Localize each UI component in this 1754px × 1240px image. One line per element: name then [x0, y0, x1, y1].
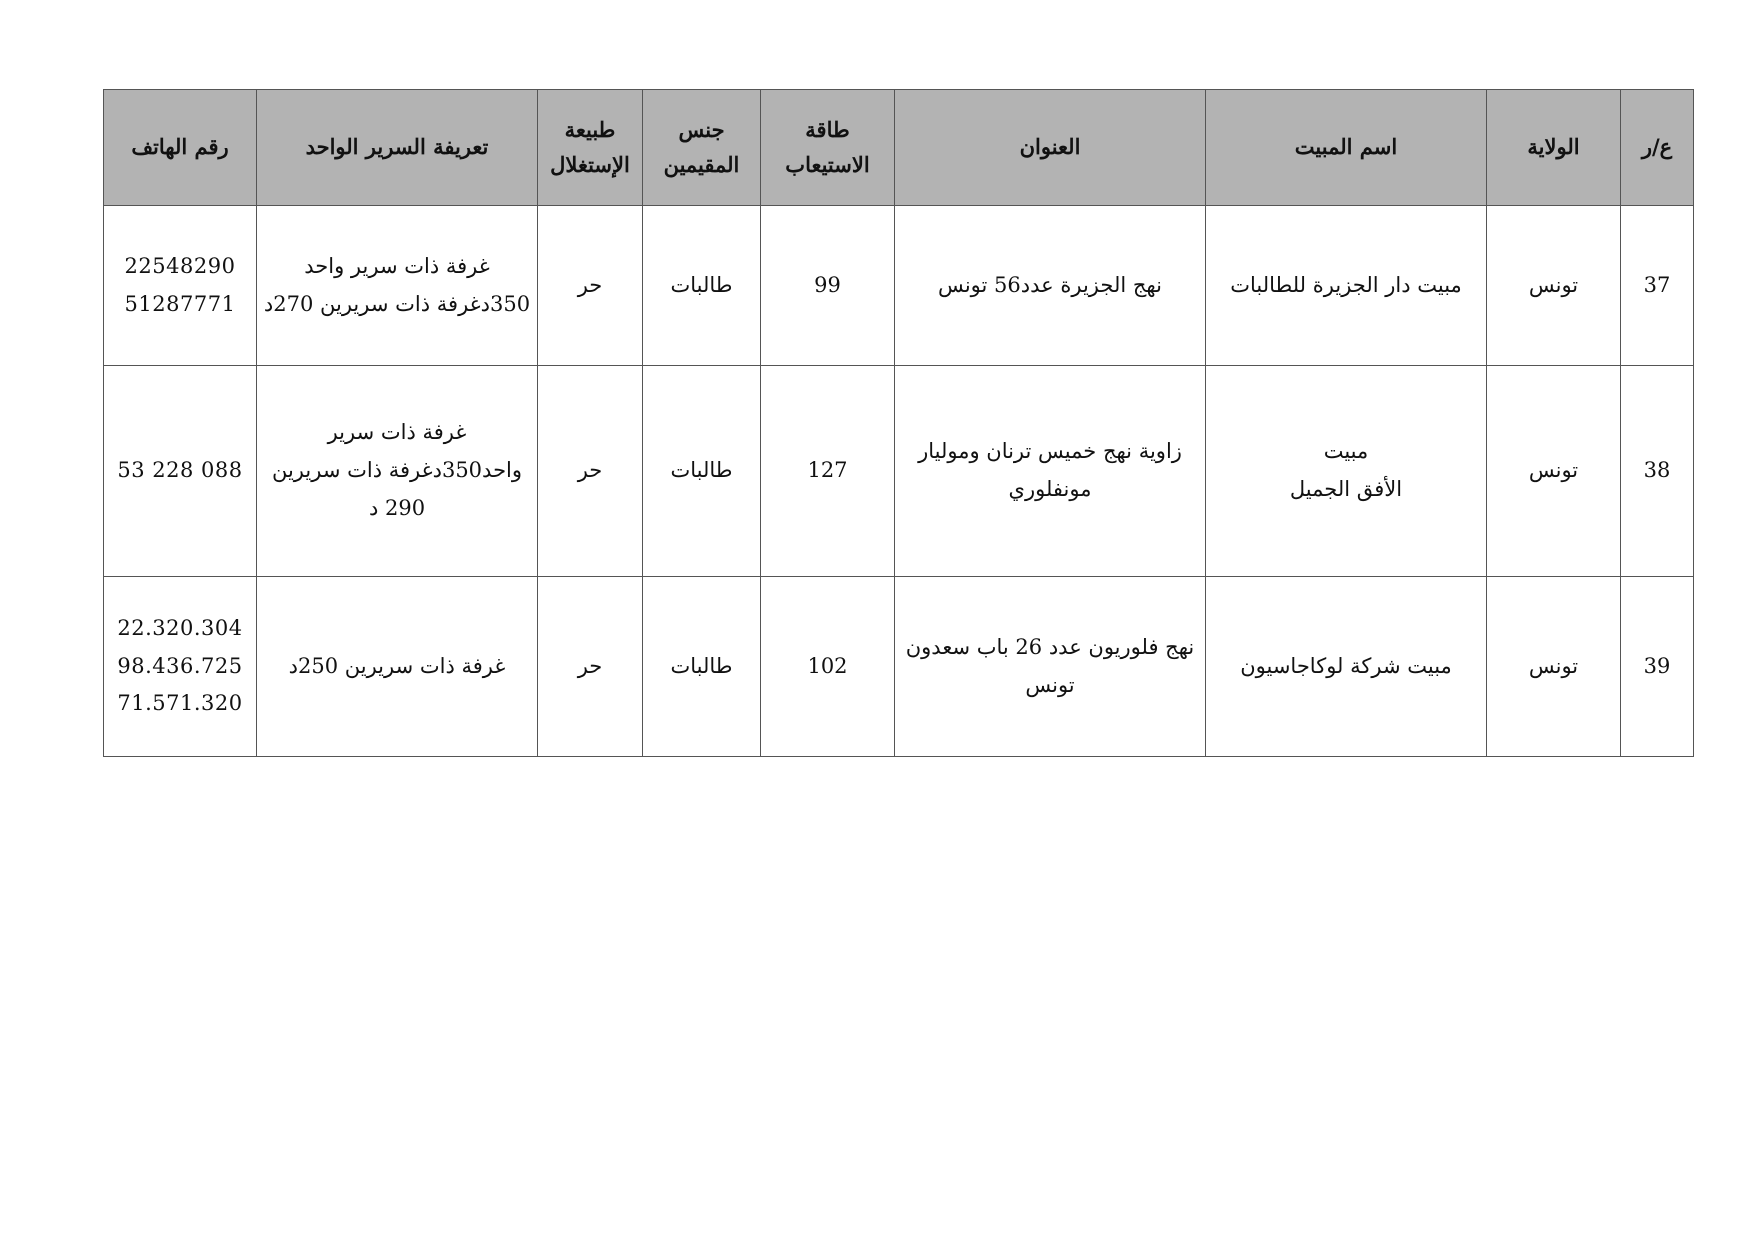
header-capacity-line-1: طاقة	[805, 116, 850, 142]
cell-address	[895, 577, 1206, 757]
dorm-name-line: مبيت شركة لوكاجاسيون	[1240, 653, 1452, 678]
header-capacity	[761, 90, 895, 206]
table-row	[104, 206, 1694, 366]
dorm-name-line: مبيت	[1323, 439, 1369, 464]
cell-gender: طالبات	[643, 366, 761, 577]
header-gender-line-2: المقيمين	[663, 151, 740, 177]
cell-capacity: 127	[761, 366, 895, 577]
table-body	[104, 206, 1694, 757]
cell-capacity: 99	[761, 206, 895, 366]
cell-tariff	[257, 577, 538, 757]
phone-number: 53 228 088	[117, 458, 243, 483]
tariff-line: غرفة ذات سريرين 250د	[288, 653, 506, 678]
cell-phone	[104, 577, 257, 757]
header-capacity-line-2: الاستيعاب	[785, 151, 870, 177]
cell-operation: حر	[538, 577, 643, 757]
address-line: نهج الجزيرة عدد56 تونس	[938, 272, 1162, 297]
phone-number: 71.571.320	[117, 691, 243, 716]
tariff-line: غرفة ذات سريرين 290 د	[271, 458, 433, 520]
cell-state: تونس	[1487, 577, 1621, 757]
header-row	[104, 90, 1694, 206]
cell-num: 39	[1621, 577, 1694, 757]
phone-number: 51287771	[124, 291, 236, 316]
tariff-line: غرفة ذات سرير واحد350د	[327, 420, 523, 483]
dorm-name-line: مبيت دار الجزيرة للطالبات	[1230, 272, 1462, 297]
phone-number: 22.320.304	[117, 615, 243, 640]
cell-address	[895, 366, 1206, 577]
table-row	[104, 366, 1694, 577]
cell-phone	[104, 366, 257, 577]
phone-number: 98.436.725	[117, 653, 243, 678]
header-num: ع/ر	[1621, 90, 1694, 206]
header-operation	[538, 90, 643, 206]
header-state: الولاية	[1487, 90, 1621, 206]
cell-tariff	[257, 366, 538, 577]
cell-dorm-name	[1206, 577, 1487, 757]
address-line: تونس	[1025, 672, 1075, 697]
header-gender-line-1: جنس	[678, 116, 725, 142]
address-line: نهج فلوريون عدد 26 باب سعدون	[905, 634, 1195, 659]
cell-operation: حر	[538, 366, 643, 577]
cell-address	[895, 206, 1206, 366]
header-address: العنوان	[895, 90, 1206, 206]
address-line: مونفلوري	[1008, 477, 1092, 501]
cell-tariff	[257, 206, 538, 366]
header-phone: رقم الهاتف	[104, 90, 257, 206]
cell-dorm-name	[1206, 366, 1487, 577]
tariff-line: غرفة ذات سريرين 270د	[263, 291, 481, 316]
cell-gender: طالبات	[643, 206, 761, 366]
table-row	[104, 577, 1694, 757]
cell-num: 37	[1621, 206, 1694, 366]
header-tariff: تعريفة السرير الواحد	[257, 90, 538, 206]
header-operation-line-2: الإستغلال	[550, 151, 630, 177]
cell-capacity: 102	[761, 577, 895, 757]
tariff-line: غرفة ذات سرير واحد 350د	[304, 253, 531, 316]
cell-state: تونس	[1487, 366, 1621, 577]
phone-number: 22548290	[124, 253, 236, 278]
dormitory-table	[103, 89, 1694, 757]
dorm-name-line: الأفق الجميل	[1289, 477, 1403, 501]
cell-dorm-name	[1206, 206, 1487, 366]
cell-operation: حر	[538, 206, 643, 366]
header-dorm-name: اسم المبيت	[1206, 90, 1487, 206]
cell-phone	[104, 206, 257, 366]
cell-num: 38	[1621, 366, 1694, 577]
cell-state: تونس	[1487, 206, 1621, 366]
header-gender	[643, 90, 761, 206]
header-operation-line-1: طبيعة	[564, 116, 616, 142]
cell-gender: طالبات	[643, 577, 761, 757]
address-line: زاوية نهج خميس ترنان وموليار	[918, 439, 1182, 464]
